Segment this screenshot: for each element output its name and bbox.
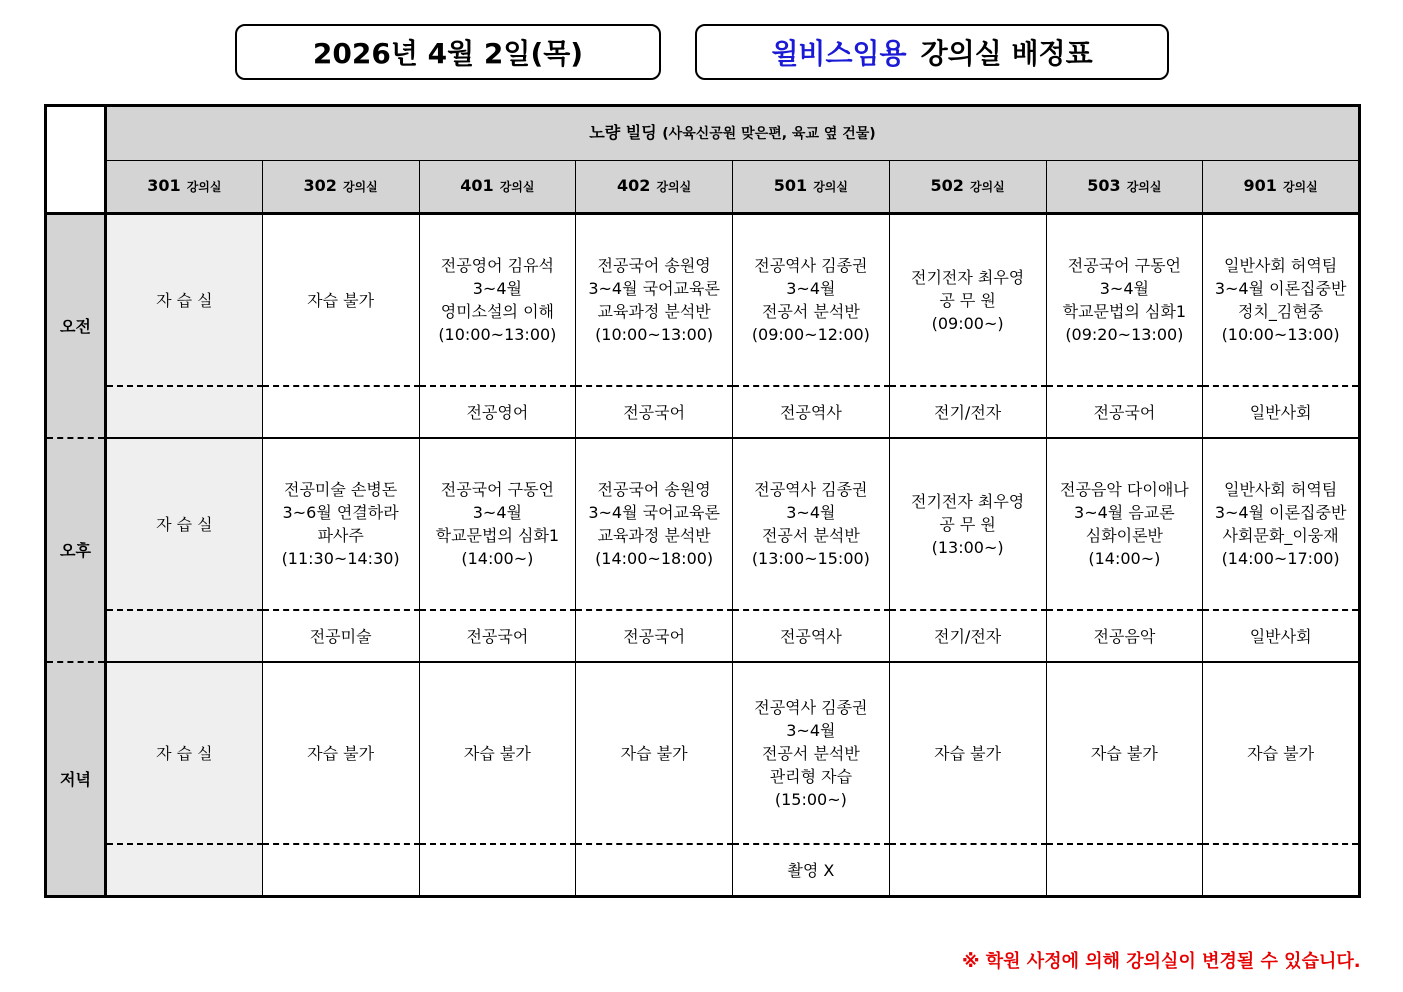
class-info-line: 전공서 분석반 <box>761 302 860 321</box>
class-info-line: 3~4월 이론집중반 <box>1214 503 1347 522</box>
morning-class-row <box>46 214 1360 387</box>
class-info-line: 파사주 <box>317 526 364 545</box>
room-header-501 <box>733 161 890 214</box>
room-header-row <box>46 161 1360 214</box>
class-cell-901 <box>1203 214 1360 387</box>
class-cell-302 <box>262 214 419 387</box>
subject-cell-501: 전공역사 <box>733 610 890 662</box>
class-cell-302 <box>262 662 419 844</box>
room-suffix: 강의실 <box>186 180 222 194</box>
class-info-line: 자습 불가 <box>463 743 531 763</box>
class-cell-502 <box>889 662 1046 844</box>
class-info-line: (09:00~12:00) <box>751 325 870 344</box>
class-info-line: 자습 불가 <box>934 743 1002 763</box>
room-header-301 <box>106 161 263 214</box>
class-info-line: 전공역사 김종권 <box>754 697 868 717</box>
subject-cell-502 <box>889 844 1046 897</box>
class-info-line: 학교문법의 심화1 <box>435 526 560 545</box>
subject-cell-301 <box>106 610 263 662</box>
class-info-line: (15:00~) <box>774 789 847 809</box>
class-info-line: (14:00~18:00) <box>595 549 714 568</box>
class-info-line: (14:00~17:00) <box>1221 549 1340 568</box>
subject-cell-503 <box>1046 844 1203 897</box>
subject-cell-501: 전공역사 <box>733 386 890 438</box>
subject-cell-401: 전공영어 <box>419 386 576 438</box>
class-info-line: 자습 불가 <box>620 743 688 763</box>
subject-cell-401 <box>419 844 576 897</box>
evening-period-label: 저녁 <box>46 662 106 897</box>
class-cell-501 <box>733 662 890 844</box>
subject-cell-302 <box>262 386 419 438</box>
class-cell-502 <box>889 438 1046 610</box>
subject-cell-402: 전공국어 <box>576 610 733 662</box>
class-cell-402 <box>576 214 733 387</box>
room-suffix: 강의실 <box>499 180 535 194</box>
subject-cell-402 <box>576 844 733 897</box>
class-cell-301 <box>106 438 263 610</box>
room-header-302 <box>262 161 419 214</box>
corner-cell <box>46 106 106 214</box>
class-cell-503 <box>1046 438 1203 610</box>
class-info-line: 전공음악 다이애나 <box>1060 480 1189 499</box>
class-cell-503 <box>1046 662 1203 844</box>
class-info-line: 공 무 원 <box>939 290 996 310</box>
class-info-line: 전공국어 구동언 <box>440 480 555 499</box>
class-info-line: 자습 불가 <box>307 290 375 310</box>
building-note: (사육신공원 맞은편, 육교 옆 건물) <box>662 126 876 142</box>
class-info-line: 전공서 분석반 <box>761 743 860 763</box>
class-info-line: 전공영어 김유석 <box>440 256 555 275</box>
class-info-line: 관리형 자습 <box>769 766 853 786</box>
room-suffix: 강의실 <box>656 180 692 194</box>
subject-cell-301 <box>106 386 263 438</box>
room-number: 503 <box>1087 176 1121 195</box>
class-cell-301 <box>106 214 263 387</box>
subject-cell-401: 전공국어 <box>419 610 576 662</box>
class-cell-401 <box>419 214 576 387</box>
class-cell-502 <box>889 214 1046 387</box>
room-suffix: 강의실 <box>813 180 848 194</box>
class-info-line: 영미소설의 이해 <box>440 302 555 321</box>
class-cell-401 <box>419 662 576 844</box>
room-header-503 <box>1046 161 1203 214</box>
subject-cell-901: 일반사회 <box>1203 610 1360 662</box>
class-cell-501 <box>733 214 890 387</box>
class-info-line: 자습 불가 <box>1090 743 1158 763</box>
class-info-line: 자습 불가 <box>307 743 375 763</box>
brand-name: 윌비스임용 <box>771 37 907 70</box>
class-info-line: 교육과정 분석반 <box>597 302 711 321</box>
class-info-line: (13:00~) <box>931 537 1004 557</box>
building-name: 노량 빌딩 <box>589 123 657 142</box>
evening-subject-row <box>46 844 1360 897</box>
room-number: 402 <box>617 176 651 195</box>
class-cell-402 <box>576 438 733 610</box>
room-number: 501 <box>773 176 808 195</box>
room-suffix: 강의실 <box>342 180 378 194</box>
subject-cell-402: 전공국어 <box>576 386 733 438</box>
class-info-line: 3~4월 <box>472 503 522 522</box>
change-notice: ※ 학원 사정에 의해 강의실이 변경될 수 있습니다. <box>962 951 1361 972</box>
class-info-line: 공 무 원 <box>939 514 996 534</box>
class-cell-301 <box>106 662 263 844</box>
room-suffix: 강의실 <box>1126 180 1162 194</box>
class-info-line: 3~4월 <box>472 279 522 298</box>
class-info-line: 심화이론반 <box>1085 526 1164 545</box>
class-info-line: 전공역사 김종권 <box>754 480 868 499</box>
morning-period-label: 오전 <box>46 214 106 439</box>
subject-cell-501: 촬영 X <box>733 844 890 897</box>
class-info-line: 3~4월 이론집중반 <box>1214 279 1347 298</box>
subject-cell-503: 전공국어 <box>1046 386 1203 438</box>
class-cell-501 <box>733 438 890 610</box>
room-suffix: 강의실 <box>969 180 1005 194</box>
room-header-502 <box>889 161 1046 214</box>
class-info-line: 3~4월 음교론 <box>1074 503 1175 522</box>
room-number: 302 <box>303 176 337 195</box>
class-info-line: 전공역사 김종권 <box>754 256 868 275</box>
class-cell-901 <box>1203 662 1360 844</box>
class-info-line: 3~4월 <box>1099 279 1149 298</box>
class-info-line: 전기전자 최우영 <box>910 267 1025 287</box>
class-info-line: 전공국어 송원영 <box>597 480 711 499</box>
afternoon-period-label: 오후 <box>46 438 106 662</box>
class-info-line: 3~4월 <box>786 279 836 298</box>
class-info-line: 3~6월 연결하라 <box>282 503 399 522</box>
class-info-line: 3~4월 <box>786 720 836 740</box>
class-info-line: (10:00~13:00) <box>1221 325 1340 344</box>
room-number: 301 <box>147 176 181 195</box>
subject-cell-901: 일반사회 <box>1203 386 1360 438</box>
subject-cell-901 <box>1203 844 1360 897</box>
evening-class-row <box>46 662 1360 844</box>
class-info-line: 전기전자 최우영 <box>910 491 1025 511</box>
schedule-date: 2026년 4월 2일(목) <box>312 37 584 70</box>
class-info-line: 일반사회 허역팀 <box>1223 480 1338 499</box>
subject-cell-302: 전공미술 <box>262 610 419 662</box>
room-number: 401 <box>460 176 494 195</box>
room-header-401 <box>419 161 576 214</box>
building-header <box>106 106 1360 161</box>
subject-cell-503: 전공음악 <box>1046 610 1203 662</box>
class-info-line: 일반사회 허역팀 <box>1223 256 1338 275</box>
morning-subject-row <box>46 386 1360 438</box>
class-info-line: 정치_김현중 <box>1237 302 1324 321</box>
class-info-line: 3~4월 <box>786 503 836 522</box>
class-info-line: (10:00~13:00) <box>595 325 714 344</box>
class-info-line: (11:30~14:30) <box>281 549 400 568</box>
class-cell-503 <box>1046 214 1203 387</box>
class-info-line: (13:00~15:00) <box>751 549 870 568</box>
class-info-line: 3~4월 국어교육론 <box>588 503 720 522</box>
class-info-line: 자 습 실 <box>156 743 213 763</box>
subject-cell-301 <box>106 844 263 897</box>
class-cell-402 <box>576 662 733 844</box>
room-number: 901 <box>1243 176 1277 195</box>
class-info-line: 자 습 실 <box>156 290 213 310</box>
building-header-row <box>46 106 1360 161</box>
class-info-line: (14:00~) <box>461 549 534 568</box>
afternoon-subject-row <box>46 610 1360 662</box>
class-info-line: 자 습 실 <box>156 514 213 534</box>
classroom-schedule-table <box>44 104 1361 898</box>
subject-cell-502: 전기/전자 <box>889 386 1046 438</box>
class-info-line: (09:00~) <box>931 313 1004 333</box>
date-title-box <box>235 24 661 80</box>
room-number: 502 <box>930 176 964 195</box>
class-info-line: 교육과정 분석반 <box>597 526 711 545</box>
class-info-line: 3~4월 국어교육론 <box>588 279 720 298</box>
class-info-line: 전공미술 손병돈 <box>283 480 398 499</box>
class-info-line: 전공서 분석반 <box>761 526 860 545</box>
class-info-line: (10:00~13:00) <box>438 325 557 344</box>
class-cell-302 <box>262 438 419 610</box>
afternoon-class-row <box>46 438 1360 610</box>
class-info-line: (14:00~) <box>1088 549 1161 568</box>
class-info-line: 학교문법의 심화1 <box>1062 302 1187 321</box>
schedule-title-box <box>695 24 1169 80</box>
subject-cell-502: 전기/전자 <box>889 610 1046 662</box>
class-cell-401 <box>419 438 576 610</box>
schedule-title: 강의실 배정표 <box>920 37 1093 70</box>
class-info-line: 사회문화_이웅재 <box>1222 526 1339 545</box>
room-suffix: 강의실 <box>1282 180 1318 194</box>
subject-cell-302 <box>262 844 419 897</box>
class-info-line: (09:20~13:00) <box>1065 325 1184 344</box>
room-header-901 <box>1203 161 1360 214</box>
room-header-402 <box>576 161 733 214</box>
class-info-line: 전공국어 송원영 <box>597 256 711 275</box>
class-info-line: 전공국어 구동언 <box>1067 256 1182 275</box>
class-cell-901 <box>1203 438 1360 610</box>
class-info-line: 자습 불가 <box>1247 743 1315 763</box>
